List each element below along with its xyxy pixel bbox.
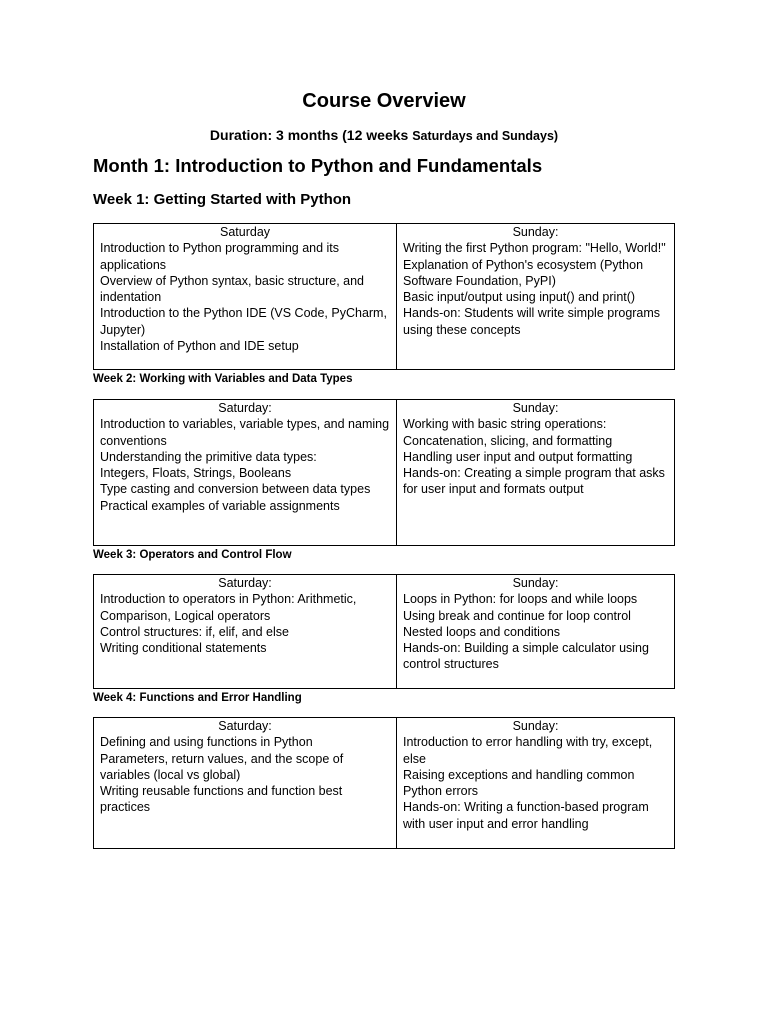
schedule-item: Hands-on: Writing a function-based program with user input and error handling (403, 800, 649, 831)
schedule-item: Nested loops and conditions (403, 624, 561, 639)
schedule-item: Hands-on: Building a simple calculator using control structures (403, 641, 649, 672)
week-4-table (93, 717, 675, 849)
saturday-cell (94, 575, 397, 689)
week-2-table (93, 399, 675, 546)
saturday-label: Saturday: (218, 719, 272, 733)
course-duration (0, 126, 768, 145)
schedule-item: Type casting and conversion between data types (100, 482, 371, 497)
table-row (94, 224, 675, 370)
table-row (94, 400, 675, 546)
month-heading: Month 1: Introduction to Python and Fundamentals (93, 155, 543, 176)
schedule-item: Writing reusable functions and function best practices (100, 784, 343, 815)
sunday-cell (397, 400, 675, 546)
saturday-label: Saturday (219, 225, 271, 239)
schedule-item: Overview of Python syntax, basic structure, and indentation (100, 273, 365, 305)
saturday-cell (94, 400, 397, 546)
saturday-label: Saturday: (218, 576, 272, 590)
saturday-cell (94, 718, 397, 849)
schedule-item: Parameters, return values, and the scope of variables (local vs global) (100, 751, 344, 782)
schedule-item: Understanding the primitive data types: (100, 449, 317, 464)
sunday-cell (397, 575, 675, 689)
schedule-item: Handling user input and output formatting (403, 449, 633, 464)
schedule-item: Practical examples of variable assignments (100, 498, 340, 513)
sunday-cell (397, 718, 675, 849)
week-3-table (93, 574, 675, 689)
schedule-item: Integers, Floats, Strings, Booleans (100, 466, 292, 481)
sunday-cell (397, 224, 675, 370)
week-1-heading: Week 1: Getting Started with Python (93, 191, 352, 208)
schedule-item: Concatenation, slicing, and formatting (403, 433, 613, 448)
schedule-item: Introduction to error handling with try, except, else (403, 735, 653, 766)
table-row (94, 718, 675, 849)
schedule-item: Introduction to Python programming and its applications (100, 241, 340, 272)
duration-days: Saturdays and Sundays) (412, 129, 559, 143)
page-title: Course Overview (302, 90, 466, 112)
schedule-item: Hands-on: Creating a simple program that asks for user input and formats output (403, 466, 665, 497)
schedule-item: Writing the first Python program: "Hello, World!" (403, 241, 666, 256)
week-1-table (93, 223, 675, 370)
week-2-heading: Week 2: Working with Variables and Data Types (93, 373, 353, 385)
saturday-cell (94, 224, 397, 370)
schedule-item: Explanation of Python's ecosystem (Python Software Foundation, PyPI) (403, 257, 644, 288)
schedule-item: Basic input/output using input() and print() (403, 290, 636, 305)
sunday-label: Sunday: (512, 401, 559, 415)
week-4-heading: Week 4: Functions and Error Handling (93, 692, 302, 704)
schedule-item: Hands-on: Students will write simple programs using these concepts (403, 306, 661, 337)
sunday-label: Sunday: (512, 225, 559, 239)
week-3-heading: Week 3: Operators and Control Flow (93, 549, 292, 561)
schedule-item: Loops in Python: for loops and while loops (403, 592, 638, 607)
schedule-item: Raising exceptions and handling common Python errors (403, 767, 635, 799)
sunday-label: Sunday: (512, 719, 559, 733)
schedule-item: Introduction to the Python IDE (VS Code, PyCharm, Jupyter) (100, 306, 387, 337)
schedule-item: Introduction to variables, variable types, and naming conventions (100, 417, 390, 448)
schedule-item: Working with basic string operations: (403, 417, 607, 432)
schedule-item: Defining and using functions in Python (100, 735, 313, 750)
schedule-item: Writing conditional statements (100, 641, 267, 656)
duration-main: Duration: 3 months (12 weeks (209, 127, 409, 143)
schedule-item: Using break and continue for loop control (403, 608, 631, 623)
sunday-label: Sunday: (512, 576, 559, 590)
schedule-item: Introduction to operators in Python: Arithmetic, Comparison, Logical operators (100, 592, 357, 623)
table-row (94, 575, 675, 689)
schedule-item: Control structures: if, elif, and else (100, 624, 289, 639)
saturday-label: Saturday: (218, 401, 272, 415)
schedule-item: Installation of Python and IDE setup (100, 339, 299, 354)
